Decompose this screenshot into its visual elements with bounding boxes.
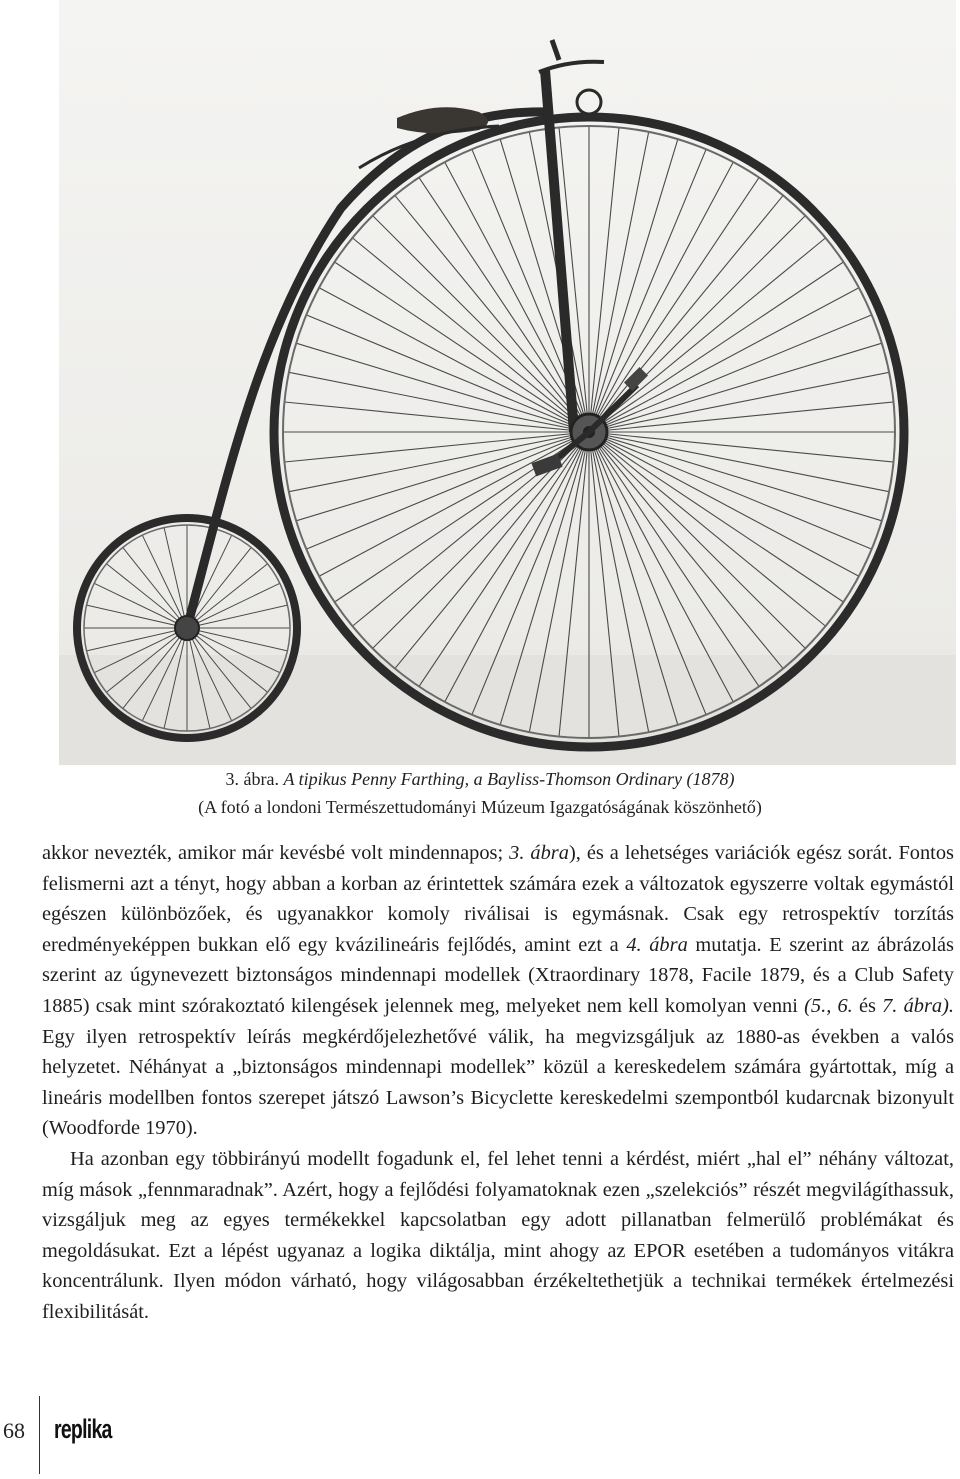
- figure-label: 3. ábra.: [225, 769, 279, 789]
- page-number: 68: [3, 1418, 25, 1443]
- body-text: [42, 838, 954, 1328]
- footer-divider: [39, 1396, 40, 1474]
- penny-farthing-photo: [59, 0, 956, 765]
- journal-logo: replika: [54, 1414, 112, 1444]
- paragraph-2: Ha azonban egy többirányú modellt fogadunk el, fel lehet tenni a kérdést, miért „hal el” néhány változat, míg mások „fennmaradnak”. Azért, hogy a fejlődési folyamatoknak ezen „szelekciós” részét megvilágíthassuk, vizsgáljuk meg az egyes termékekkel kapcsolatban egy adott pillanatban felmerülő problémákat és megoldásukat. Ezt a lépést ugyanaz a logika diktálja, mint ahogy az EPOR esetében a tudományos vitákra koncentrálunk. Ilyen módon várható, hogy világosabban érzékeltethetjük a technikai termékek értelmezési flexibilitását.: [42, 1147, 954, 1323]
- paragraph-1: akkor nevezték, amikor már kevésbé volt mindennapos; 3. ábra), és a lehetséges variációk egész sorát. Fontos felismerni azt a tényt, hogy abban a korban az érintettek számára ezek a változatok egyszerre voltak egymástól egészen különbözőek, és ugyanakkor komoly riválisai is egymásnak. Csak egy retrospektív torzítás eredményeképpen bukkan elő egy kvázilineáris fejlődés, amint ezt a 4. ábra mutatja. E szerint az ábrázolás szerint az úgynevezett biztonságos mindennapi modellek (Xtraordinary 1878, Facile 1879, és a Club Safety 1885) csak mint szórakoztató kilengések jelennek meg, melyeket nem kell komolyan venni (5., 6. és 7. ábra). Egy ilyen retrospektív leírás megkérdőjelezhetővé válik, ha megvizsgáljuk az 1880-as években a valós helyzetet. Néhányat a „biztonságos mindennapi modellek” közül a kereskedelem számára gyártottak, míg a lineáris modellben fontos szerepet játszó Lawson’s Bicyclette kereskedelmi szempontból kudarcnak bizonyult (Woodforde 1970).: [42, 842, 954, 1140]
- figure-title: A tipikus Penny Farthing, a Bayliss-Thomson Ordinary (1878): [283, 769, 735, 789]
- figure-caption: [0, 768, 960, 790]
- figure-credit: (A fotó a londoni Természettudományi Múzeum Igazgatóságának köszönhető): [198, 797, 762, 817]
